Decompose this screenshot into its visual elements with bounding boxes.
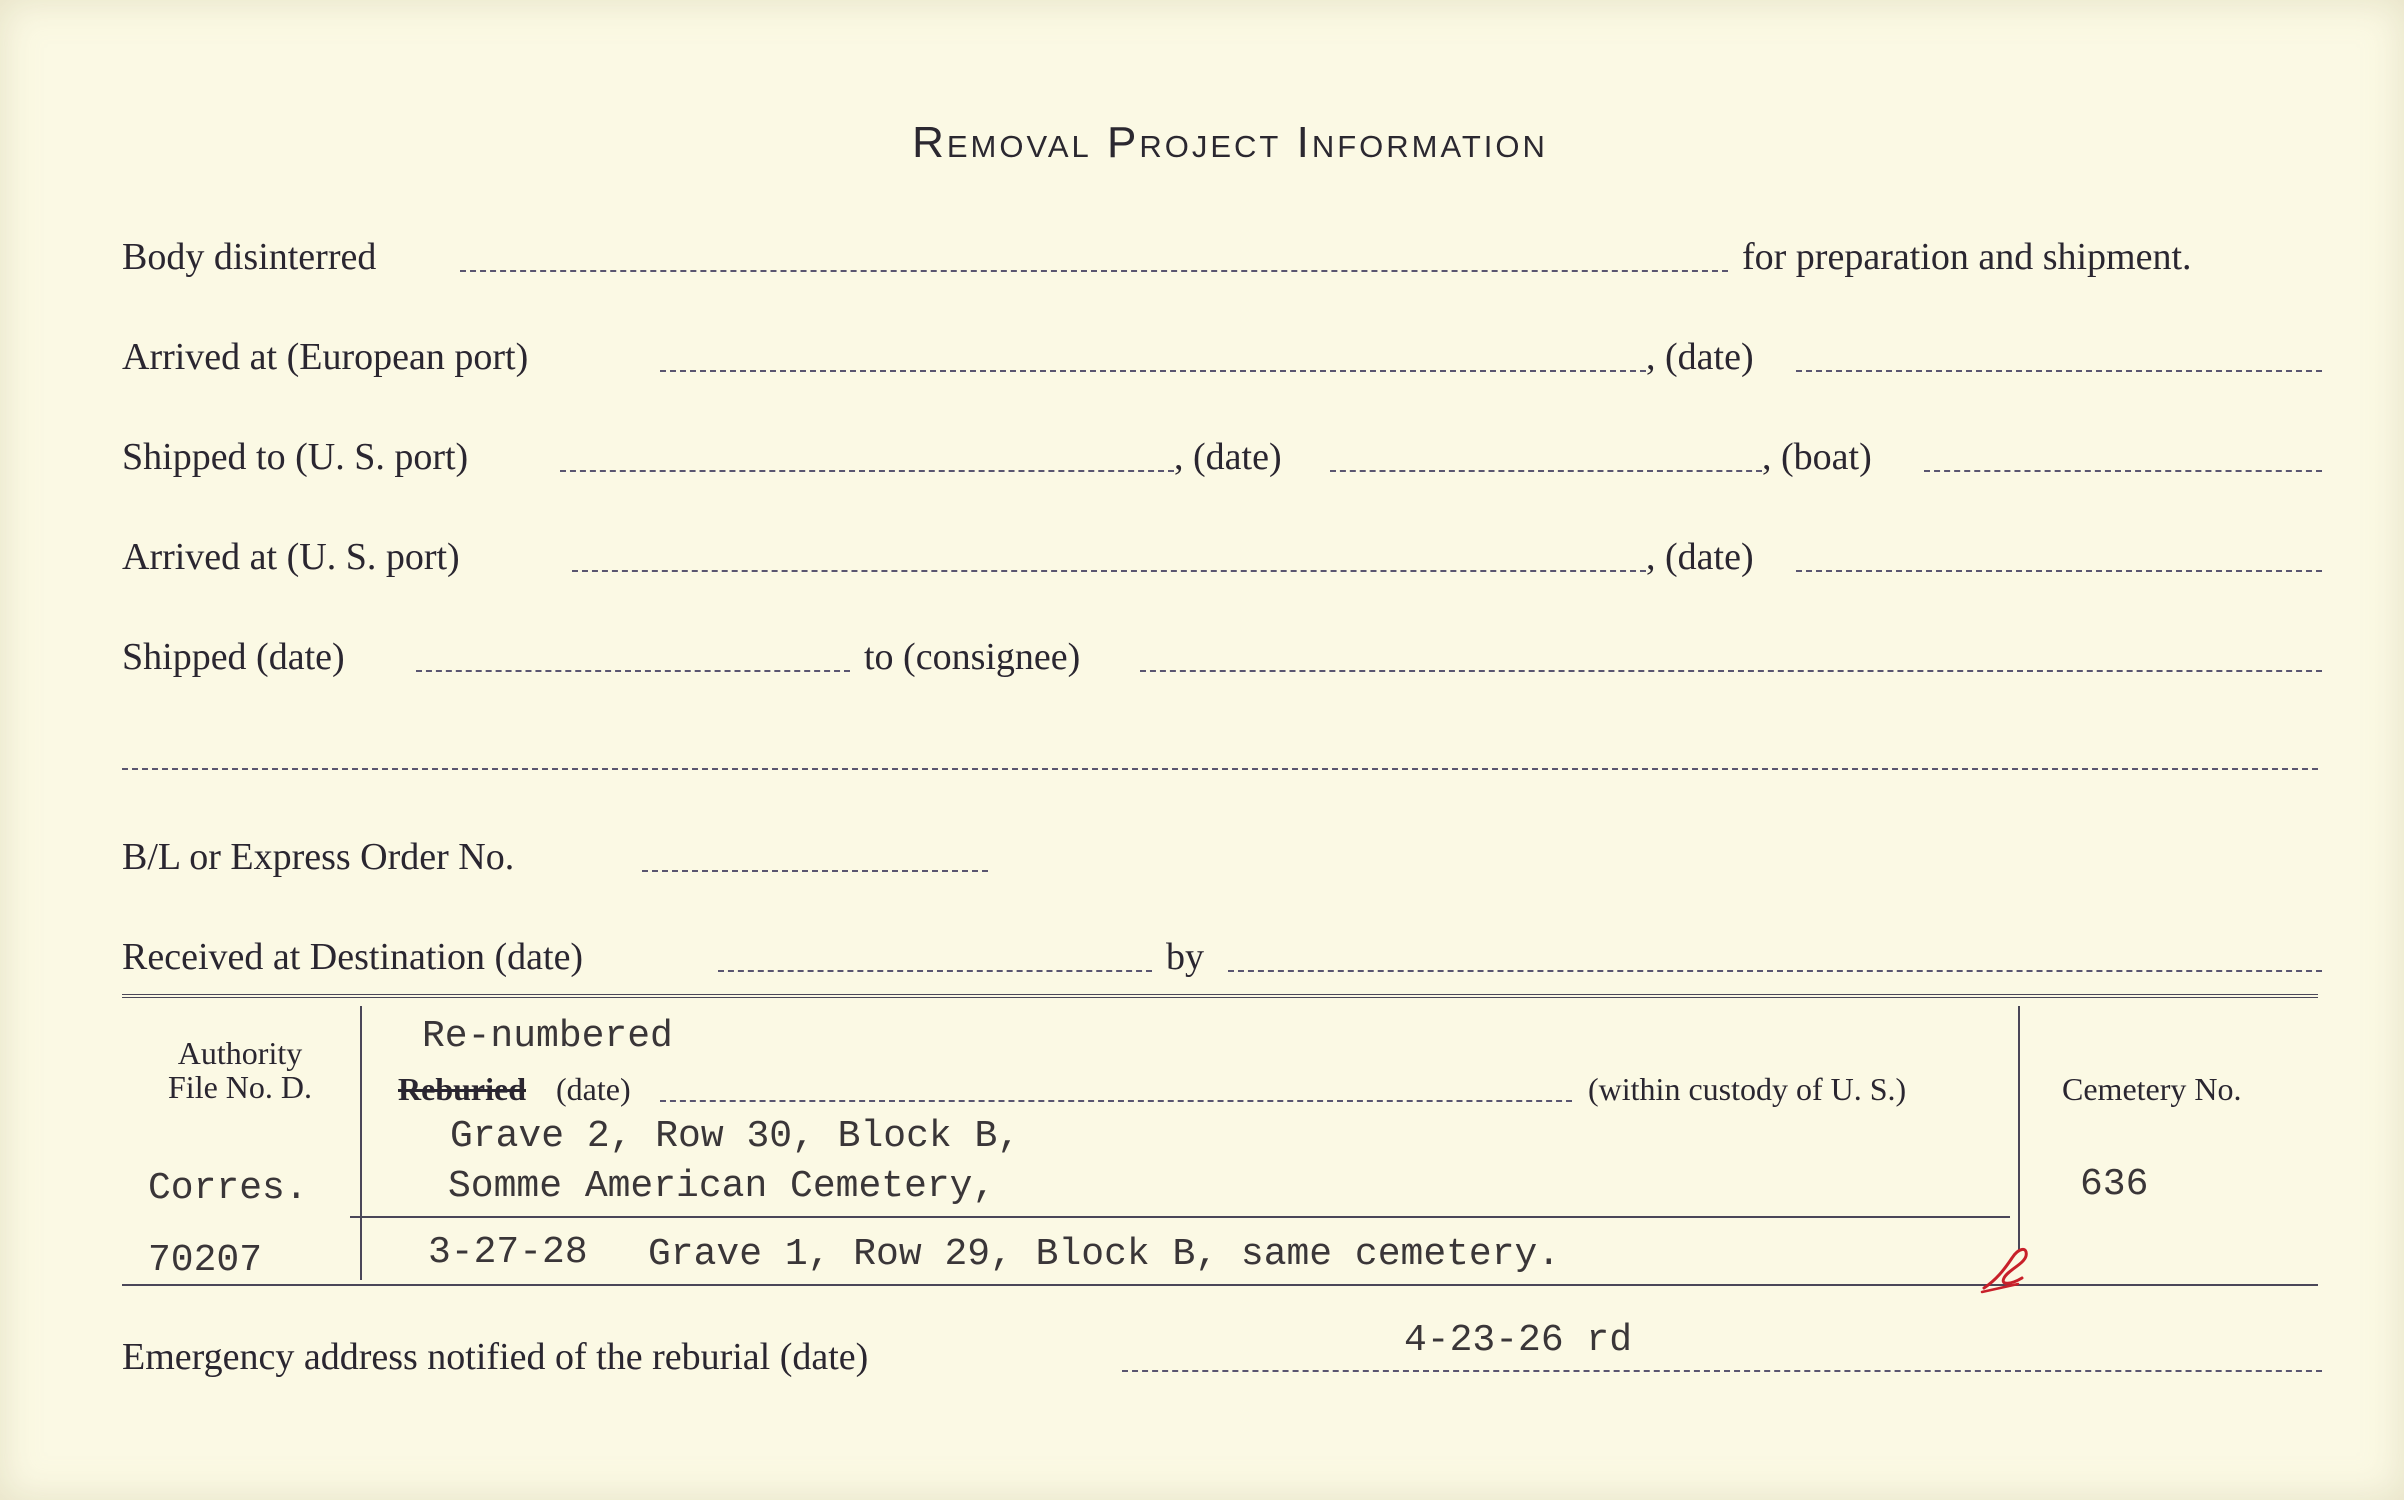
label-body-disinterred: Body disinterred <box>122 236 377 278</box>
grave-line2: Somme American Cemetery, <box>448 1165 996 1208</box>
authority-line1: Authority <box>177 1035 303 1071</box>
file-number: 70207 <box>148 1239 263 1282</box>
red-pen-check-mark-icon <box>1978 1240 2038 1296</box>
label-within-custody: (within custody of U. S.) <box>1588 1071 1907 1107</box>
field-arrived-us-date[interactable] <box>1796 570 2322 572</box>
corres-typed: Corres. <box>148 1167 308 1210</box>
label-reburied-date: (date) <box>556 1071 631 1107</box>
label-to-consignee: to (consignee) <box>864 636 1081 678</box>
authority-line2: File No. D. <box>168 1069 312 1105</box>
label-date: , (date) <box>1646 536 1754 578</box>
field-consignee-continued[interactable] <box>122 768 2318 770</box>
label-date: , (date) <box>1174 436 1282 478</box>
row-arrived-us <box>0 532 2404 582</box>
renumbered-typed: Re-numbered <box>422 1015 673 1058</box>
row-emergency <box>0 1332 2404 1382</box>
grave-line1: Grave 2, Row 30, Block B, <box>450 1115 1021 1158</box>
field-received-by[interactable] <box>1228 970 2322 972</box>
field-shipped-date[interactable] <box>1330 470 1762 472</box>
row-shipped-to-us <box>0 432 2404 482</box>
table-mid-rule <box>350 1216 2010 1218</box>
field-emergency-date[interactable] <box>1122 1370 2322 1372</box>
row-shipped-consignee <box>0 632 2404 682</box>
label-cemetery-no: Cemetery No. <box>2062 1071 2242 1107</box>
field-european-port[interactable] <box>660 370 1646 372</box>
field-shipped-date2[interactable] <box>416 670 850 672</box>
label-reburied-struck: Reburied <box>398 1071 526 1107</box>
label-shipped-to-us: Shipped to (U. S. port) <box>122 436 469 478</box>
label-arrived-european: Arrived at (European port) <box>122 336 529 378</box>
field-body-disinterred[interactable] <box>460 270 1728 272</box>
renumber-text: Grave 1, Row 29, Block B, same cemetery. <box>648 1233 1561 1276</box>
label-date: , (date) <box>1646 336 1754 378</box>
row-reburied <box>0 1064 2018 1114</box>
label-received-destination: Received at Destination (date) <box>122 936 584 978</box>
renumber-date: 3-27-28 <box>428 1231 588 1274</box>
label-emergency: Emergency address notified of the reburial (date) <box>122 1336 869 1378</box>
label-boat: , (boat) <box>1762 436 1872 478</box>
field-european-date[interactable] <box>1796 370 2322 372</box>
table-divider-left <box>360 1006 362 1280</box>
label-by: by <box>1166 936 1204 978</box>
label-bl-order: B/L or Express Order No. <box>122 836 515 878</box>
row-body-disinterred <box>0 232 2404 282</box>
table-top-rule <box>122 994 2318 998</box>
field-us-port[interactable] <box>560 470 1174 472</box>
field-reburied-date[interactable] <box>660 1100 1572 1102</box>
emergency-value: 4-23-26 rd <box>1404 1319 1633 1362</box>
row-bl-order <box>0 832 2404 882</box>
field-arrived-us-port[interactable] <box>572 570 1646 572</box>
row-arrived-european <box>0 332 2404 382</box>
field-received-date[interactable] <box>718 970 1152 972</box>
table-divider-right <box>2018 1006 2020 1252</box>
row-received-destination <box>0 932 2404 982</box>
label-arrived-us: Arrived at (U. S. port) <box>122 536 460 578</box>
label-for-preparation: for preparation and shipment. <box>1742 236 2192 278</box>
cemetery-number: 636 <box>2080 1163 2149 1206</box>
field-bl-order[interactable] <box>642 870 988 872</box>
card-title: Removal Project Information <box>912 118 1548 167</box>
field-consignee[interactable] <box>1140 670 2322 672</box>
label-shipped-date: Shipped (date) <box>122 636 345 678</box>
field-boat[interactable] <box>1924 470 2322 472</box>
